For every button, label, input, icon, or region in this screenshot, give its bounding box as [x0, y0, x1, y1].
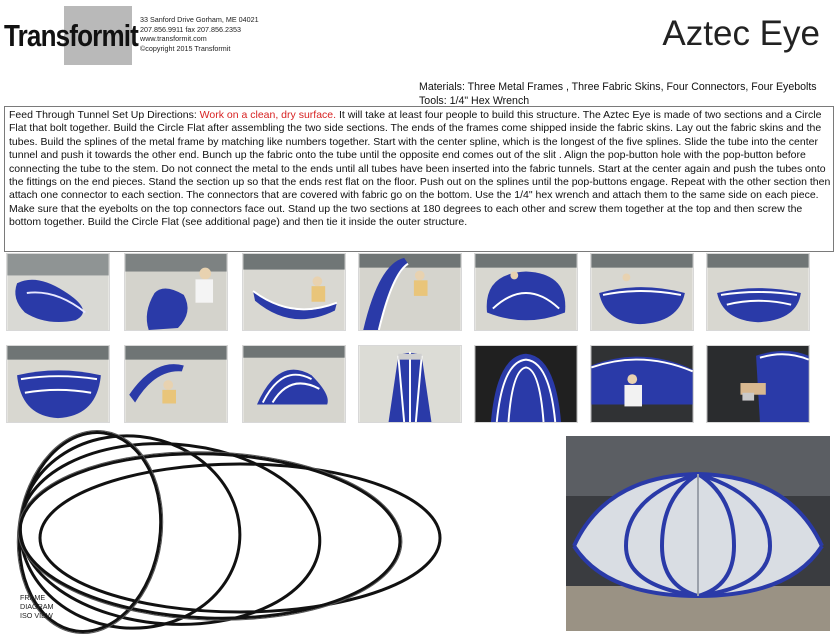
- directions-heading: Feed Through Tunnel Set Up Directions:: [9, 109, 200, 121]
- step-photo: [6, 253, 110, 331]
- brand-logo: [4, 6, 137, 66]
- contact-website: www.transformit.com: [140, 34, 207, 43]
- step-photo: [590, 345, 694, 423]
- step-photo: [242, 253, 346, 331]
- frame-diagram: [0, 428, 450, 642]
- frame-diagram-label: [20, 593, 54, 620]
- logo-wordmark: Transformit: [4, 18, 139, 53]
- step-photo: [242, 345, 346, 423]
- step-photo: [124, 253, 228, 331]
- materials-block: [419, 80, 817, 108]
- diagram-label-line: DIAGRAM: [20, 602, 54, 611]
- step-photo: [706, 345, 810, 423]
- contact-copyright: ©copyright 2015 Transformit: [140, 43, 231, 53]
- step-photo: [124, 345, 228, 423]
- setup-directions: [4, 106, 834, 252]
- step-photo: [6, 345, 110, 423]
- step-photo: [358, 253, 462, 331]
- step-photo: [358, 345, 462, 423]
- diagram-label-line: ISO VIEW: [20, 611, 53, 620]
- step-photo: [706, 253, 810, 331]
- contact-address: 33 Sanford Drive Gorham, ME 04021: [140, 15, 259, 24]
- finished-structure-photo: [566, 436, 830, 631]
- step-photo: [474, 345, 578, 423]
- step-photo: [590, 253, 694, 331]
- step-photo: [474, 253, 578, 331]
- diagram-label-line: FRAME: [20, 593, 46, 602]
- tools-list: Tools: 1/4" Hex Wrench: [419, 95, 530, 107]
- page-title: Aztec Eye: [662, 14, 820, 53]
- directions-body: It will take at least four people to build this structure. The Aztec Eye is made of two sections and a Circle Flat that bolt together. Build the Circle Flat after assembling the two side sections. The ends of the frames come shipped inside the fabric skins. Lay out the fabric skins and the tubes. Build the splines of the metal frame by matching like numbers together. Start with the center spline, which is the longest of the five splines. Slide the tube into the center tunnel and push it towards the other end. Bunch up the fabric onto the tube until the opposite end comes out of the slit . Align the pop-button hole with the pop-button before connecting the tube to the stem. Do not connect the metal to the ends until all tubes have been inserted into the fabric tunnels. Start at the center again and push the tubes onto the fittings on the end pieces. Stand the section up so that the ends rest flat on the floor. Push out on the splines until the pop-buttons engage. Repeat with the other section then attach one connector to each section. The connectors that are covered with fabric go on the bottom. Use the 1/4" hex wrench and attach them to the same side on each piece. Make sure that the eyebolts on the top connectors face out. Stand up the two sections at 180 degrees to each other and screw them together at the top and then screw the bottom together. Build the Circle Flat (see additional page) and then tie it inside the outer structure.: [9, 109, 831, 229]
- directions-warning: Work on a clean, dry surface.: [199, 109, 337, 121]
- contact-info: [140, 15, 259, 53]
- materials-list: Materials: Three Metal Frames , Three Fabric Skins, Four Connectors, Four Eyebolts: [419, 81, 817, 93]
- contact-phone: 207.856.9911 fax 207.856.2353: [140, 24, 241, 34]
